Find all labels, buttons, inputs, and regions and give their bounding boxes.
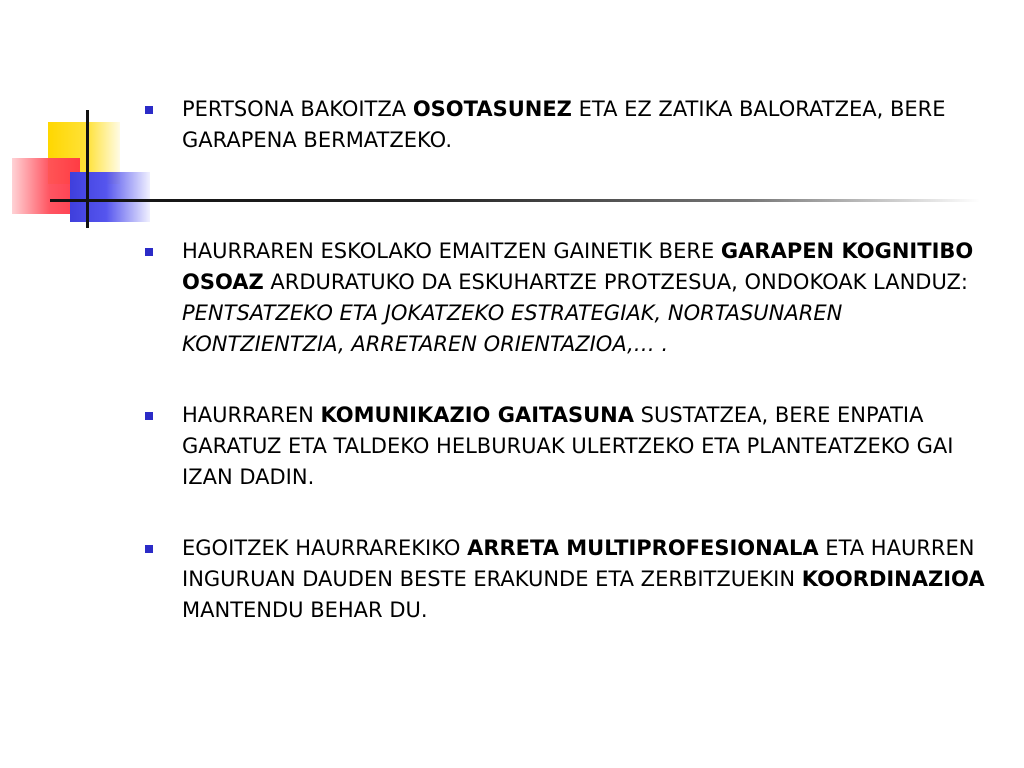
bullet-text bbox=[182, 239, 973, 356]
bullet-item bbox=[140, 533, 1000, 626]
text-segment: HAURRAREN ESKOLAKO EMAITZEN GAINETIK BERE bbox=[182, 239, 721, 263]
bold-text-segment: KOORDINAZIOA bbox=[801, 567, 985, 591]
text-segment: ETA HAURREN INGURUAN DAUDEN BESTE ERAKUNDE ETA ZERBITZUEKIN bbox=[182, 536, 975, 591]
bold-text-segment: ARRETA MULTIPROFESIONALA bbox=[467, 536, 819, 560]
bullet-item bbox=[140, 400, 1000, 493]
bold-text-segment: OSOTASUNEZ bbox=[412, 97, 572, 121]
square-bullet-icon bbox=[145, 106, 153, 114]
square-bullet-icon bbox=[145, 248, 153, 256]
text-segment: PERTSONA BAKOITZA bbox=[182, 97, 413, 121]
blue-square-decoration bbox=[70, 172, 150, 222]
italic-text-segment: PENTSATZEKO ETA JOKATZEKO ESTRATEGIAK, NORTASUNAREN KONTZIENTZIA, ARRETAREN ORIENTAZIOA,… . bbox=[182, 301, 843, 356]
bullet-text bbox=[182, 97, 945, 152]
bullet-item bbox=[140, 236, 1000, 360]
bullet-text bbox=[182, 536, 985, 622]
text-segment: EGOITZEK HAURRAREKIKO bbox=[182, 536, 468, 560]
bullet-item bbox=[140, 94, 1000, 156]
text-segment: ETA EZ ZATIKA BALORATZEA, BERE GARAPENA BERMATZEKO. bbox=[182, 97, 946, 152]
square-bullet-icon bbox=[145, 545, 153, 553]
bullet-text bbox=[182, 403, 953, 489]
bold-text-segment: KOMUNIKAZIO GAITASUNA bbox=[320, 403, 634, 427]
text-segment: MANTENDU BEHAR DU. bbox=[182, 598, 428, 622]
text-segment: ARDURATUKO DA ESKUHARTZE PROTZESUA, ONDOKOAK LANDUZ: bbox=[263, 270, 968, 294]
square-bullet-icon bbox=[145, 412, 153, 420]
text-segment: SUSTATZEA, BERE ENPATIA GARATUZ ETA TALDEKO HELBURUAK ULERTZEKO ETA PLANTEATZEKO GAI IZAN DADIN. bbox=[182, 403, 954, 489]
bold-text-segment: GARAPEN KOGNITIBO OSOAZ bbox=[182, 239, 974, 294]
slide-body bbox=[140, 94, 1000, 626]
text-segment: HAURRAREN bbox=[182, 403, 321, 427]
vertical-rule-decoration bbox=[86, 110, 89, 228]
